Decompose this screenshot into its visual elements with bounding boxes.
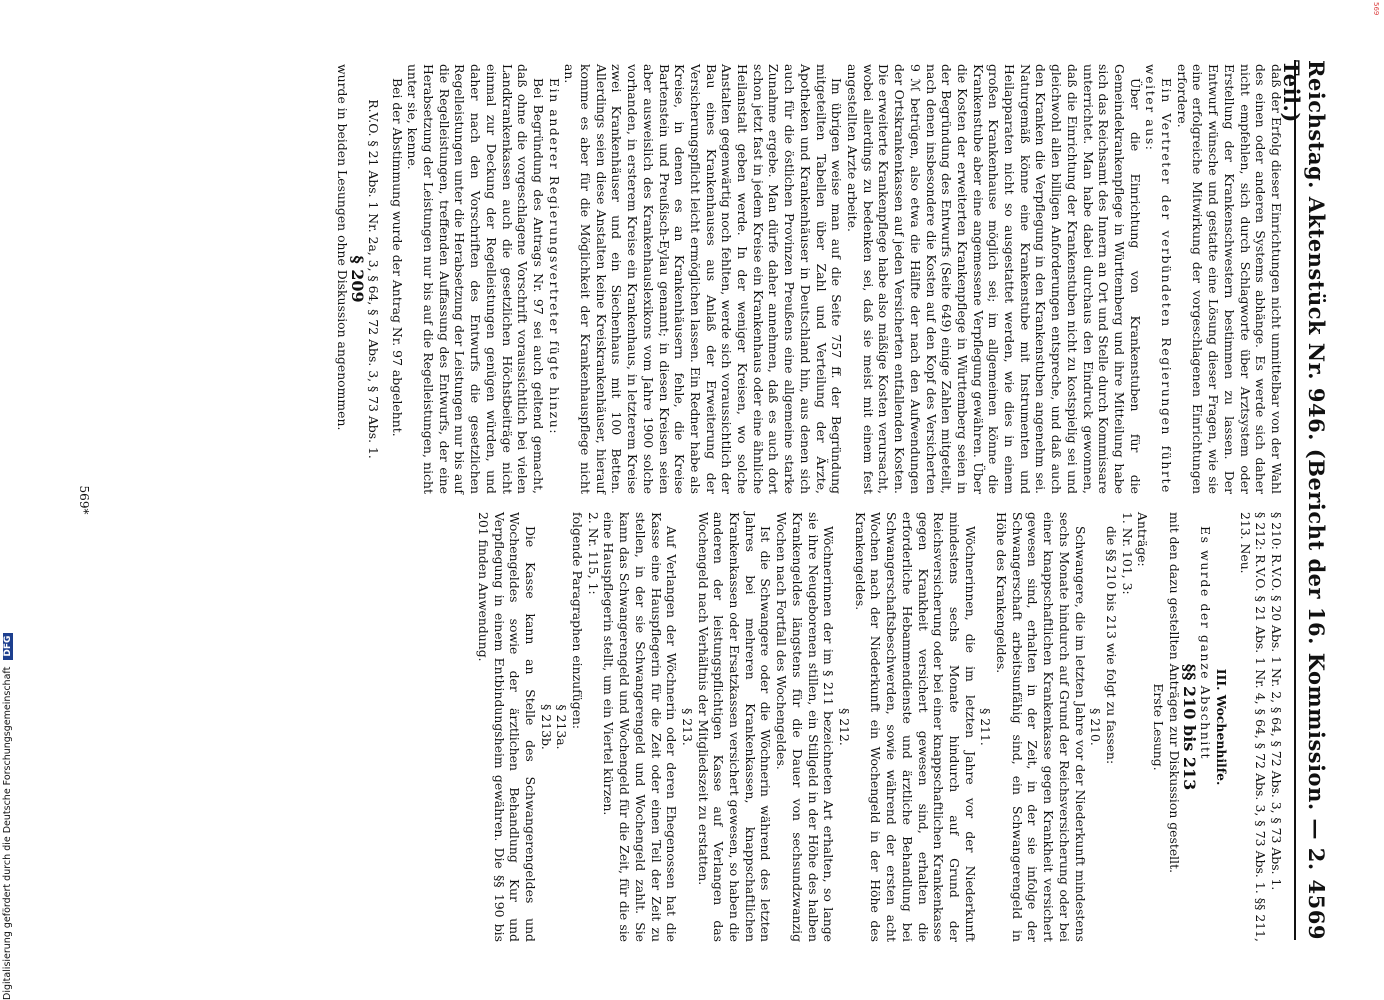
paragraph: Bei der Abstimmung wurde der Antrag Nr. 97 abgelehnt.	[389, 78, 405, 437]
section-heading: § 212.	[837, 708, 853, 746]
dfg-logo: DFG	[3, 633, 13, 660]
page-number: 4569	[1304, 879, 1329, 940]
law-refs: R.V.O. § 21 Abs. 1 Nr. 2a, 3, § 64, § 72 Abs. 3, § 73 Abs. 1.	[365, 99, 381, 459]
running-header	[1279, 60, 1329, 940]
section-heading: § 213.	[679, 708, 695, 746]
paragraph: die §§ 210 bis 213 wie folgt zu fassen:	[1103, 526, 1119, 765]
paragraph: Bei Begründung des Antrags Nr. 97 sei auch geltend gemacht, daß ohne die vorgeschlagene Vorschrift voraussichtlich bei vielen Landkrankenkassen auch die gesetzlichen Höchstbeiträge nicht einmal zur Deckung der Regelleistungen genügen würden, und daher nach den Vorschriften des Entwurfs die gesetzlichen Regelleistungen unter die Herabsetzung der Leistungen nur bis auf die Regelleistungen, treffenden Auffassung des Entwurfs, der eine Herabsetzung der Leistungen nur bis auf die Regelleistungen, nicht unter sie, kenne.	[405, 64, 546, 494]
law-refs: § 212: R.V.O. § 21 Abs. 1 Nr. 4, § 64, § 72 Abs. 3, § 73 Abs. 1. §§ 211, 213. Neu.	[1237, 512, 1269, 942]
section-heading: §§ 210 bis 213	[1180, 663, 1200, 791]
paragraph: folgende Paragraphen einzufügen:	[570, 512, 586, 730]
header-title: Reichstag. Aktenstück Nr. 946. (Bericht der 16. Kommission. — 2. Teil.)	[1279, 60, 1329, 871]
paragraph: Im übrigen weise man auf die Seite 757 ff. der Begründung mitgeteilten Tabellen über Zahl und Verteilung der Ärzte, Apotheken und Krankenhäuser in Deutschland hin, aus denen sich auch für die östlichen Provinzen Preußens eine allgemeine starke Zunahme ergebe. Man dürfe daher annehmen, daß es auch dort schon jetzt fast in jedem Kreise ein Krankenhaus oder eine ähnliche Heilanstalt geben werde. In der weniger Kreisen, wo solche Anstalten gegenwärtig noch fehlten, werde sich voraussichtlich der Bau eines Krankenhauses aus Anlaß der Erweiterung der Versicherungspflicht leicht ermöglichen lassen. Ein Redner habe als Kreise, in denen es an Krankenhäusern fehle, die Kreise Bartenstein und Preußisch-Eylau genannt; in diesen Kreisen seien aber ausweislich des Krankenhauslexikons vom Jahre 1900 solche vorhanden, in ersterem Kreise ein Krankenhaus, in letzterem Kreise zwei Krankenhäuser und ein Siechenhaus mit 100 Betten. Allerdings seien diese Anstalten keine Kreiskrankenhäuser, hierauf komme es aber für die Möglichkeit der Krankenhauspflege nicht an.	[562, 64, 845, 494]
motion-number: 1. Nr. 101, 3:	[1119, 512, 1135, 595]
funding-note: Digitalisierung gefördert durch die Deutsche Forschungsgemeinschaft	[2, 666, 13, 1000]
paragraph: Die Kasse kann an Stelle des Schwangerengeldes und Wochengeldes sowie der ärztlichen Behandlung Kur und Verpflegung in einem Entbindungsheim gewähren. Die §§ 190 bis 201 finden Anwendung.	[475, 512, 538, 942]
paragraph: Ein Vertreter der verbündeten Regierungen führte weiter aus:	[1143, 64, 1175, 494]
right-column	[475, 512, 1284, 942]
law-refs: § 210: R.V.O. § 20 Abs. 1 Nr. 2, § 64, § 72 Abs. 3, § 73 Abs. 1.	[1269, 512, 1284, 891]
section-heading: § 211.	[978, 708, 994, 746]
section-heading: § 213b.	[538, 704, 554, 750]
section-heading: § 210.	[1088, 708, 1104, 746]
footer-page-number: 569*	[77, 485, 91, 515]
paragraph: Schwangere, die im letzten Jahre vor der Niederkunft mindestens sechs Monate hindurch auf Grund der Reichsversicherung oder bei einer knappschaftlichen Krankenkasse gegen Krankheit versichert gewesen sind, erhalten in der Zeit, in der sie infolge der Schwangerschaft arbeitsunfähig sind, ein Schwangerengeld in Höhe des Krankengeldes.	[994, 512, 1088, 942]
paragraph: Wöchnerinnen der im § 211 bezeichneten Art erhalten, so lange sie ihre Neugeborenen stillen, ein Stillgeld in der Höhe des halben Krankengeldes längstens für die Dauer von sechsundzwanzig Wochen nach Fortfall des Wochengeldes.	[774, 512, 837, 942]
paragraph: Ist die Schwangere oder die Wöchnerin während des letzten Jahres bei mehreren Krankenkassen, knappschaftlichen Krankenkassen oder Ersatzkassen versichert gewesen, so haben die anderen der leistungspflichtigen Kasse auf Verlangen das Wochengeld nach Verhältnis der Mitgliedszeit zu erstatten.	[695, 512, 774, 942]
section-heading: § 213a.	[554, 704, 570, 750]
paragraph: Es wurde der ganze Abschnitt	[1198, 526, 1214, 761]
corner-mark: 569	[1372, 2, 1380, 16]
left-column	[334, 64, 1284, 494]
paragraph: Über die Einrichtung von Krankenstuben für die Gemeindekrankenpflege in Württemberg und ihre Mitteilung habe sich das Reichsamt des Innern an Ort und Stelle durch Kommissare unterrichtet. Man habe dabei durchaus den Eindruck gewonnen, daß die Einrichtung der Krankenstuben nicht zu kostspielig sei und gleichwohl allen billigen Anforderungen entspreche, und daß auch den Kranken die Verpflegung in den Krankenstuben angenehm sei. Naturgemäß könne eine Krankenstube mit Instrumenten und Heilapparaten nicht so ausgestattet werden, wie dies in einem großen Krankenhause möglich sei; im allgemeinen könne die Krankenstube aber eine angemessene Verpflegung gewähren. Über die Kosten der erweiterten Krankenpflege in Württemberg seien in der Begründung des Entwurfs (Seite 649) einige Zahlen mitgeteilt, nach denen insbesondere die Kosten auf den Kopf des Versicherten 9 ℳ betrügen, also etwa die Hälfte der nach den Aufwendungen der Ortskrankenkassen auf jeden Versicherten entfallenden Kosten. Die erweiterte Krankenpflege habe also mäßige Kosten verursacht, wobei allerdings zu bedenken sei, daß sie meist mit einem fest angestellten Arzte arbeite.	[845, 64, 1143, 494]
section-heading: § 209	[348, 255, 368, 303]
paragraph: Auf Verlangen der Wöchnerin oder deren Ehegenossen hat die Kasse eine Hauspflegerin für die Zeit oder einen Teil der Zeit zu stellen, in der sie Schwangerengeld und Wochengeld zahlt. Sie kann das Schwangerengeld und Wochengeld für die Zeit, für die sie eine Hauspflegerin stellt, um ein Viertel kürzen.	[601, 512, 680, 942]
side-caption	[2, 633, 13, 1000]
paragraph: Wöchnerinnen, die im letzten Jahre vor der Niederkunft mindestens sechs Monate hindurch auf Grund der Reichsversicherung oder bei einer knappschaftlichen Krankenkasse gegen Krankheit versichert gewesen sind, erhalten die erforderliche Hebammendienste und ärztliche Behandlung bei Schwangerschaftsbeschwerden, sowie während der ersten acht Wochen nach der Niederkunft ein Wochengeld in der Höhe des Krankengeldes.	[852, 512, 978, 942]
part-heading: III. Wochenhilfe.	[1213, 668, 1229, 786]
paragraph: wurde in beiden Lesungen ohne Diskussion angenommen.	[334, 64, 350, 431]
motions-label: Anträge:	[1135, 512, 1151, 567]
paragraph: daß der Erfolg dieser Einrichtungen nicht unmittelbar von der Wahl des einen oder anderen Systems abhänge. Es werde sich daher nicht empfehlen, sich durch Schlagworte über Arztsystem oder Erstellung der Krankenschwestern bestimmen zu lassen. Der Entwurf wünsche und gestatte eine Lösung dieser Fragen, wie sie eine erfolgreiche Mitwirkung der vorgeschlagenen Einrichtungen erfordere.	[1174, 64, 1284, 494]
header-rule	[1294, 60, 1296, 940]
paragraph: mit den dazu gestellten Anträgen zur Diskussion gestellt.	[1166, 512, 1182, 874]
paragraph: Ein anderer Regierungsvertreter fügte hinzu:	[546, 78, 562, 436]
reading-heading: Erste Lesung.	[1151, 683, 1167, 771]
motion-number: 2. Nr. 115, 1:	[585, 512, 601, 595]
